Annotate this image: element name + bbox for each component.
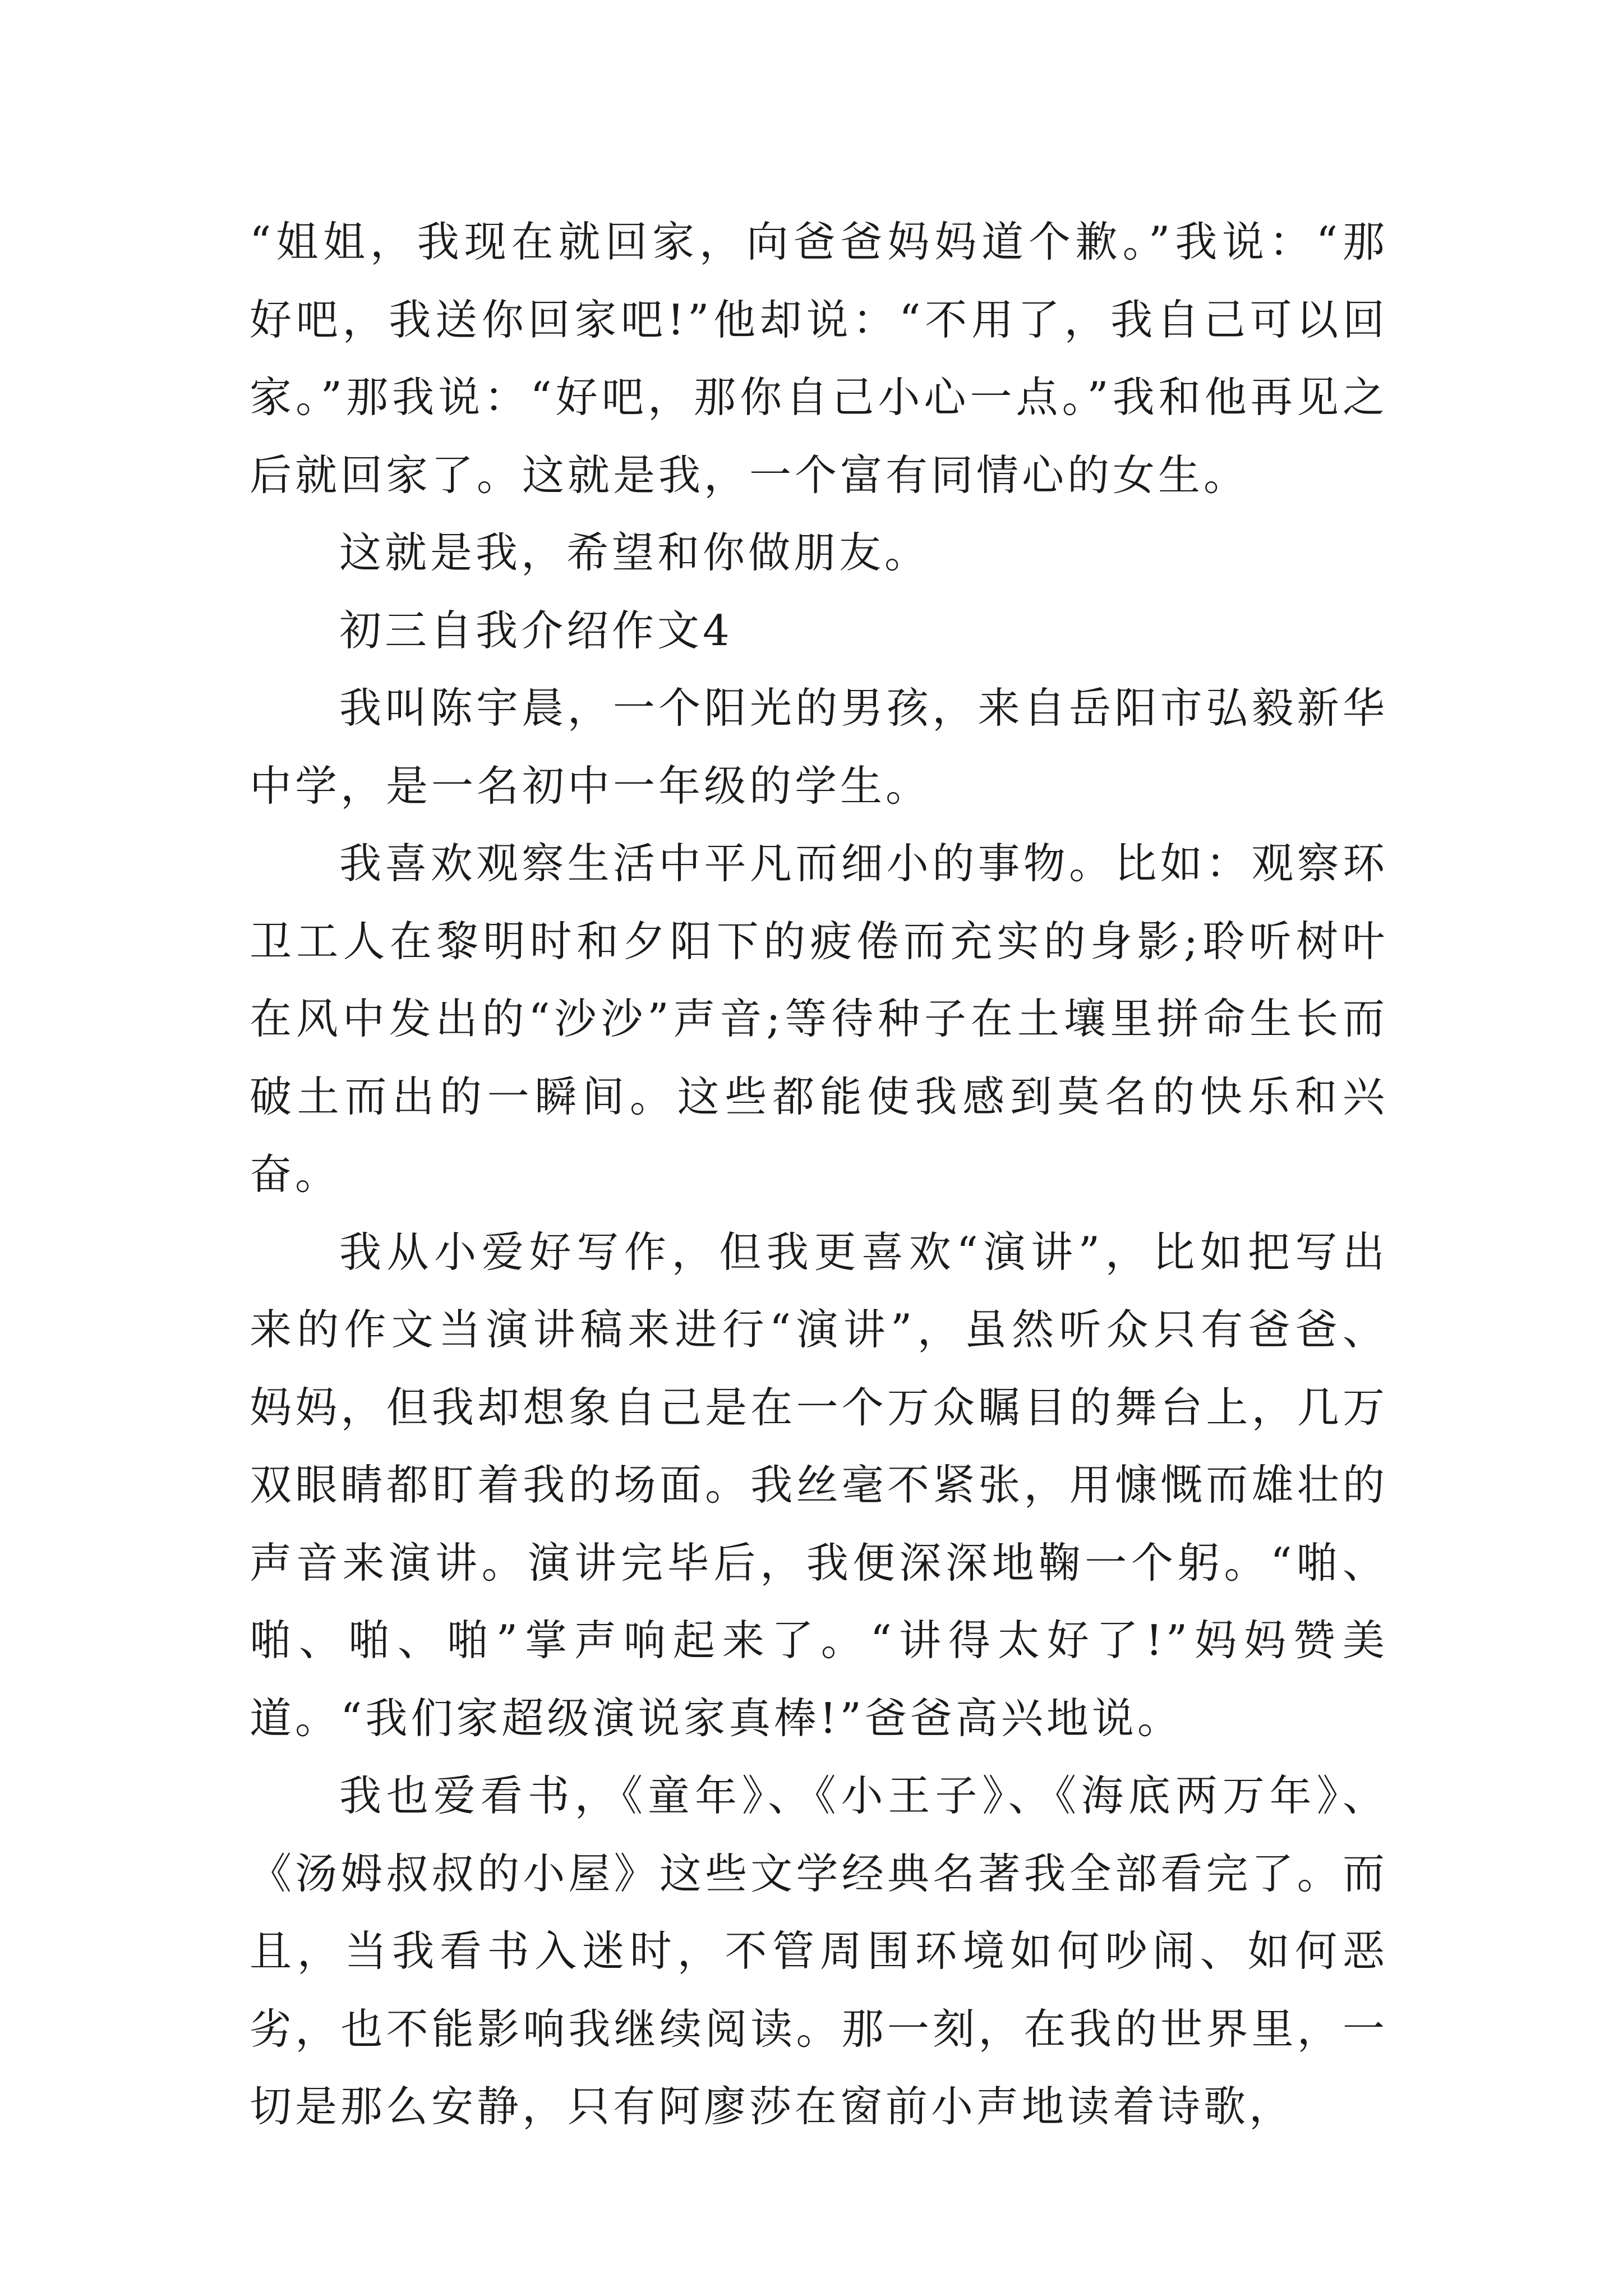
paragraph-5: 我从小爱好写作，但我更喜欢“演讲”，比如把写出来的作文当演讲稿来进行“演讲”，虽然听众只有爸爸、妈妈，但我却想象自己是在一个万众瞩目的舞台上，几万双眼睛都盯着我的场面。我丝毫不紧张，用慷慨而雄壮的声音来演讲。演讲完毕后，我便深深地鞠一个躬。“啪、啪、啪、啪”掌声响起来了。“讲得太好了!”妈妈赞美道。“我们家超级演说家真棒!”爸爸高兴地说。 bbox=[250, 1227, 1388, 1743]
paragraph-4: 我喜欢观察生活中平凡而细小的事物。比如：观察环卫工人在黎明时和夕阳下的疲倦而充实的身影;聆听树叶在风中发出的“沙沙”声音;等待种子在土壤里拼命生长而破土而出的一瞬间。这些都能使我感到莫名的快乐和兴奋。 bbox=[250, 839, 1388, 1199]
paragraph-1: “姐姐，我现在就回家，向爸爸妈妈道个歉。”我说：“那好吧，我送你回家吧!”他却说：“不用了，我自己可以回家。”那我说：“好吧，那你自己小心一点。”我和他再见之后就回家了。这就是我，一个富有同情心的女生。 bbox=[250, 217, 1388, 500]
paragraph-3: 我叫陈宇晨，一个阳光的男孩，来自岳阳市弘毅新华中学，是一名初中一年级的学生。 bbox=[250, 683, 1388, 811]
paragraph-2: 这就是我，希望和你做朋友。 bbox=[339, 528, 930, 577]
paragraph-6: 我也爱看书，《童年》、《小王子》、《海底两万年》、《汤姆叔叔的小屋》这些文学经典名著我全部看完了。而且，当我看书入迷时，不管周围环境如何吵闹、如何恶劣，也不能影响我继续阅读。那一刻，在我的世界里，一切是那么安静，只有阿廖莎在窗前小声地读着诗歌， bbox=[250, 1771, 1388, 2131]
document-body bbox=[250, 203, 1388, 2146]
section-heading: 初三自我介绍作文4 bbox=[339, 605, 733, 655]
